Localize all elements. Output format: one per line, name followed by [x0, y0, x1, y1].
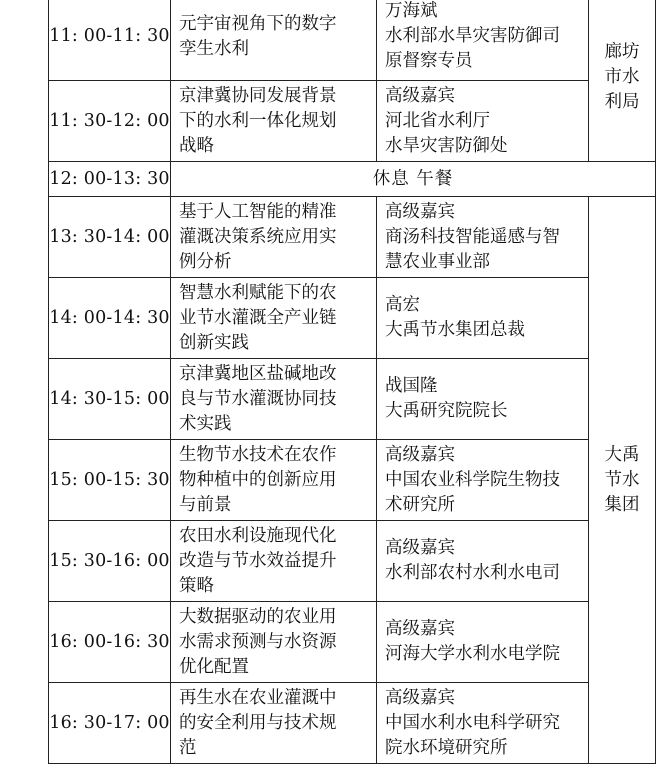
speaker-line: 院水环境研究所: [385, 737, 508, 758]
speaker-cell: [377, 278, 589, 359]
table-row: [49, 0, 656, 81]
topic-line: 的安全利用与技术规: [179, 712, 337, 733]
speaker-cell: [377, 602, 589, 683]
topic-line: 优化配置: [179, 656, 249, 677]
table-row: [49, 602, 656, 683]
host-line: 市水: [604, 66, 640, 87]
time-cell: 16: 00-16: 30: [49, 602, 171, 683]
speaker-line: 原督察专员: [385, 51, 473, 71]
speaker-line: 水旱灾害防御处: [385, 135, 508, 156]
topic-line: 基于人工智能的精准: [179, 201, 337, 222]
table-row: [49, 440, 656, 521]
time-cell: 13: 30-14: 00: [49, 197, 171, 278]
speaker-cell: [377, 683, 589, 764]
speaker-line: 高级嘉宾: [385, 619, 455, 639]
speaker-line: 水利部水旱灾害防御司: [385, 26, 560, 46]
speaker-line: 大禹节水集团总裁: [385, 320, 525, 340]
table-row: [49, 683, 656, 764]
topic-cell: [171, 81, 377, 162]
host-line: 大禹: [604, 444, 640, 465]
speaker-line: 大禹研究院院长: [385, 401, 508, 421]
time-cell: 14: 30-15: 00: [49, 359, 171, 440]
time-cell: 11: 00-11: 30: [49, 0, 171, 81]
topic-line: 改造与节水效益提升: [179, 550, 337, 571]
topic-cell: [171, 0, 377, 81]
time-cell: 15: 30-16: 00: [49, 521, 171, 602]
speaker-cell: [377, 440, 589, 521]
host-line: 集团: [604, 494, 640, 515]
topic-line: 创新实践: [179, 332, 249, 353]
speaker-line: 术研究所: [385, 494, 455, 515]
topic-line: 下的水利一体化规划: [179, 110, 337, 131]
topic-cell: [171, 683, 377, 764]
time-cell: 14: 00-14: 30: [49, 278, 171, 359]
speaker-line: 中国农业科学院生物技: [385, 469, 560, 490]
topic-line: 物种植中的创新应用: [179, 469, 337, 490]
topic-cell: [171, 278, 377, 359]
speaker-line: 战国隆: [385, 376, 438, 396]
speaker-line: 高宏: [385, 295, 420, 315]
topic-line: 再生水在农业灌溉中: [179, 687, 337, 708]
topic-line: 灌溉决策系统应用实: [179, 226, 337, 247]
host-line: 利局: [604, 91, 640, 112]
speaker-line: 河北省水利厅: [385, 110, 490, 131]
topic-line: 智慧水利赋能下的农: [179, 282, 337, 303]
speaker-line: 中国水利水电科学研究: [385, 712, 560, 733]
topic-line: 业节水灌溉全产业链: [179, 307, 337, 328]
time-cell: 15: 00-15: 30: [49, 440, 171, 521]
topic-line: 孪生水利: [179, 38, 249, 59]
topic-line: 例分析: [179, 251, 232, 272]
topic-cell: [171, 197, 377, 278]
speaker-line: 万海斌: [385, 1, 438, 21]
host-cell-dayu: [589, 197, 656, 764]
time-cell: 11: 30-12: 00: [49, 81, 171, 162]
speaker-cell: [377, 359, 589, 440]
host-line: 节水: [604, 469, 640, 490]
topic-line: 与前景: [179, 494, 232, 515]
table-row: [49, 359, 656, 440]
speaker-line: 水利部农村水利水电司: [385, 563, 560, 583]
time-cell: 16: 30-17: 00: [49, 683, 171, 764]
break-label: 休息 午餐: [372, 168, 454, 189]
table-row: [49, 81, 656, 162]
topic-line: 京津冀协同发展背景: [179, 85, 337, 106]
table-row: [49, 278, 656, 359]
table-row-break: [49, 162, 656, 197]
topic-line: 生物节水技术在农作: [179, 444, 337, 465]
speaker-cell: [377, 0, 589, 81]
topic-cell: [171, 359, 377, 440]
topic-line: 战略: [179, 135, 214, 156]
time-cell: 12: 00-13: 30: [49, 162, 171, 197]
speaker-cell: [377, 197, 589, 278]
topic-cell: [171, 521, 377, 602]
host-line: 廊坊: [604, 41, 640, 62]
table-row: [49, 197, 656, 278]
topic-line: 术实践: [179, 413, 232, 434]
speaker-line: 高级嘉宾: [385, 201, 455, 222]
topic-line: 水需求预测与水资源: [179, 631, 337, 652]
topic-cell: [171, 602, 377, 683]
break-cell: [171, 162, 656, 197]
speaker-line: 河海大学水利水电学院: [385, 644, 560, 664]
topic-line: 策略: [179, 575, 214, 596]
topic-line: 京津冀地区盐碱地改: [179, 363, 337, 384]
speaker-line: 商汤科技智能遥感与智: [385, 226, 560, 247]
topic-line: 大数据驱动的农业用: [179, 606, 337, 627]
topic-line: 农田水利设施现代化: [179, 525, 337, 546]
schedule-table: [48, 0, 656, 764]
speaker-line: 高级嘉宾: [385, 687, 455, 708]
topic-line: 良与节水灌溉协同技: [179, 388, 337, 409]
topic-line: 元宇宙视角下的数字: [179, 13, 337, 34]
speaker-line: 高级嘉宾: [385, 444, 455, 465]
table-row: [49, 521, 656, 602]
speaker-line: 高级嘉宾: [385, 538, 455, 558]
speaker-line: 高级嘉宾: [385, 85, 455, 106]
topic-line: 范: [179, 737, 197, 758]
speaker-cell: [377, 81, 589, 162]
speaker-line: 慧农业事业部: [385, 251, 490, 272]
host-cell-langfang: [589, 0, 656, 162]
topic-cell: [171, 440, 377, 521]
speaker-cell: [377, 521, 589, 602]
